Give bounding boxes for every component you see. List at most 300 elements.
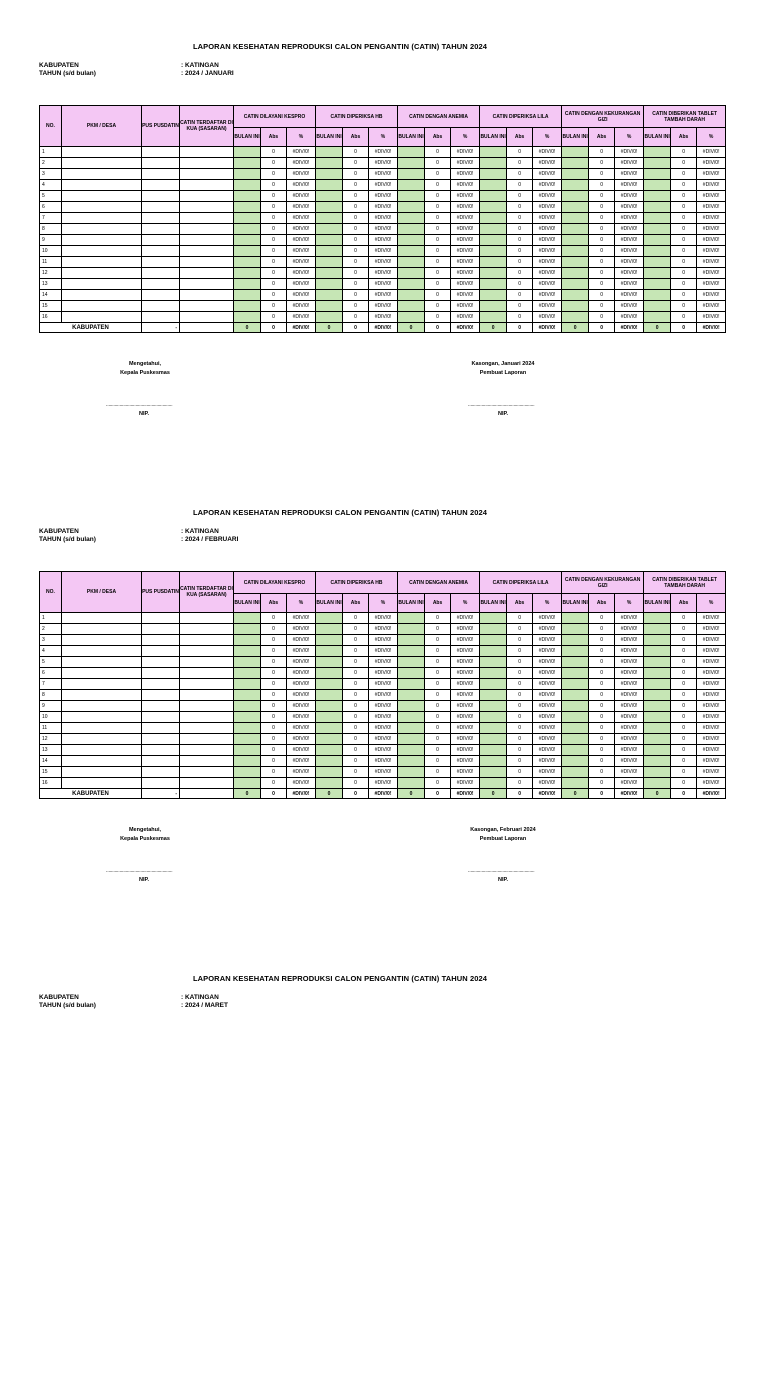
pct-cell: #DIV/0! [451,290,480,301]
bulan-ini-cell [644,778,671,789]
abs-cell: 0 [261,290,287,301]
pct-cell: #DIV/0! [451,224,480,235]
bulan-ini-cell [562,624,589,635]
abs-cell: 0 [507,646,533,657]
pus-cell [142,646,180,657]
table-row [40,668,726,679]
abs-cell: 0 [343,246,369,257]
pct-cell: #DIV/0! [615,745,644,756]
pct-cell: #DIV/0! [615,767,644,778]
catin-cell [180,147,234,158]
nip-left: NIP. [139,877,149,883]
pct-cell: #DIV/0! [615,279,644,290]
bulan-ini-cell [562,690,589,701]
catin-cell [180,312,234,323]
pus-cell [142,224,180,235]
pct-cell: #DIV/0! [287,778,316,789]
abs-cell: 0 [589,679,615,690]
abs-cell: 0 [425,312,451,323]
nip-right: NIP. [498,411,508,417]
bulan-ini-cell [398,268,425,279]
bulan-ini-cell [234,635,261,646]
bulan-ini-cell [316,756,343,767]
abs-cell: 0 [671,756,697,767]
catin-cell [180,191,234,202]
pct-cell: #DIV/0! [369,635,398,646]
total-abs: 0 [671,323,697,333]
row-number: 8 [40,224,62,235]
abs-cell: 0 [425,279,451,290]
group-header: CATIN DILAYANI KESPRO [234,572,316,594]
abs-cell: 0 [507,169,533,180]
pus-cell [142,202,180,213]
group-header: CATIN DIBERIKAN TABLET TAMBAH DARAH [644,572,726,594]
bulan-ini-cell [316,235,343,246]
pkm-cell [62,268,142,279]
abs-cell: 0 [425,169,451,180]
sig-kepala-puskesmas: Kepala Puskesmas [120,836,170,842]
total-pct: #DIV/0! [533,323,562,333]
bulan-ini-cell [562,169,589,180]
bulan-ini-cell [316,279,343,290]
abs-cell: 0 [343,778,369,789]
abs-cell: 0 [343,147,369,158]
row-number: 4 [40,180,62,191]
signature-line-right: ...................................................... [468,402,535,408]
pct-cell: #DIV/0! [697,312,726,323]
table-row [40,191,726,202]
row-number: 1 [40,613,62,624]
abs-cell: 0 [507,635,533,646]
pct-cell: #DIV/0! [697,257,726,268]
row-number: 7 [40,213,62,224]
sub-header: BULAN INI [480,594,507,613]
catin-cell [180,613,234,624]
sub-header: % [369,128,398,147]
total-pct: #DIV/0! [451,323,480,333]
abs-cell: 0 [343,657,369,668]
bulan-ini-cell [234,668,261,679]
bulan-ini-cell [398,679,425,690]
abs-cell: 0 [671,624,697,635]
pct-cell: #DIV/0! [615,690,644,701]
bulan-ini-cell [234,180,261,191]
total-abs: 0 [261,323,287,333]
table-row [40,712,726,723]
pct-cell: #DIV/0! [451,268,480,279]
sig-place-date: Kasongan, Januari 2024 [471,361,535,367]
pct-cell: #DIV/0! [533,701,562,712]
pkm-cell [62,635,142,646]
bulan-ini-cell [398,624,425,635]
catin-cell [180,202,234,213]
pct-cell: #DIV/0! [287,624,316,635]
bulan-ini-cell [480,257,507,268]
abs-cell: 0 [425,213,451,224]
abs-cell: 0 [589,723,615,734]
abs-cell: 0 [671,712,697,723]
table-row [40,235,726,246]
pct-cell: #DIV/0! [287,756,316,767]
total-pct: #DIV/0! [697,789,726,799]
pct-cell: #DIV/0! [287,213,316,224]
abs-cell: 0 [589,690,615,701]
bulan-ini-cell [644,756,671,767]
total-pct: #DIV/0! [451,789,480,799]
pct-cell: #DIV/0! [369,257,398,268]
abs-cell: 0 [671,235,697,246]
pkm-cell [62,246,142,257]
pus-cell [142,635,180,646]
pct-cell: #DIV/0! [697,646,726,657]
catin-cell [180,734,234,745]
abs-cell: 0 [343,734,369,745]
bulan-ini-cell [398,213,425,224]
pus-cell [142,723,180,734]
abs-cell: 0 [671,745,697,756]
bulan-ini-cell [398,723,425,734]
bulan-ini-cell [480,213,507,224]
table-row [40,147,726,158]
report-title: LAPORAN KESEHATAN REPRODUKSI CALON PENGANTIN (CATIN) TAHUN 2024 [192,42,488,51]
pct-cell: #DIV/0! [615,290,644,301]
row-number: 12 [40,734,62,745]
pct-cell: #DIV/0! [697,745,726,756]
group-header: CATIN DIPERIKSA LILA [480,106,562,128]
row-number: 13 [40,745,62,756]
pct-cell: #DIV/0! [287,180,316,191]
bulan-ini-cell [562,646,589,657]
bulan-ini-cell [562,268,589,279]
sub-header: % [287,128,316,147]
pus-cell [142,712,180,723]
abs-cell: 0 [343,690,369,701]
abs-cell: 0 [343,301,369,312]
sub-header: % [697,128,726,147]
catin-terdaftar-header: CATIN TERDAFTAR DI KUA (SASARAN) [180,572,234,613]
abs-cell: 0 [343,723,369,734]
pct-cell: #DIV/0! [533,158,562,169]
pct-cell: #DIV/0! [369,767,398,778]
abs-cell: 0 [261,613,287,624]
sub-header: % [615,594,644,613]
sub-header: % [451,128,480,147]
abs-cell: 0 [589,301,615,312]
bulan-ini-cell [316,668,343,679]
pct-cell: #DIV/0! [697,290,726,301]
bulan-ini-cell [644,701,671,712]
pct-cell: #DIV/0! [697,279,726,290]
bulan-ini-cell [480,613,507,624]
pus-cell [142,701,180,712]
table-row [40,679,726,690]
bulan-ini-cell [316,679,343,690]
abs-cell: 0 [671,657,697,668]
abs-cell: 0 [507,723,533,734]
table-row [40,279,726,290]
bulan-ini-cell [398,158,425,169]
pct-cell: #DIV/0! [369,312,398,323]
pct-cell: #DIV/0! [451,158,480,169]
pkm-cell [62,290,142,301]
abs-cell: 0 [671,679,697,690]
sig-mengetahui: Mengetahui, [128,361,162,367]
bulan-ini-cell [398,646,425,657]
row-number: 8 [40,690,62,701]
pct-cell: #DIV/0! [697,180,726,191]
pct-cell: #DIV/0! [533,301,562,312]
bulan-ini-cell [398,778,425,789]
bulan-ini-cell [562,679,589,690]
pct-cell: #DIV/0! [533,268,562,279]
catin-cell [180,756,234,767]
total-bulan-ini: 0 [562,789,589,799]
pct-cell: #DIV/0! [451,679,480,690]
row-number: 10 [40,246,62,257]
no-header: NO. [40,572,62,613]
abs-cell: 0 [425,701,451,712]
pct-cell: #DIV/0! [615,778,644,789]
bulan-ini-cell [644,745,671,756]
bulan-ini-cell [316,613,343,624]
pct-cell: #DIV/0! [287,767,316,778]
pkm-cell [62,778,142,789]
bulan-ini-cell [562,235,589,246]
abs-cell: 0 [425,257,451,268]
abs-cell: 0 [261,635,287,646]
pct-cell: #DIV/0! [451,690,480,701]
row-number: 7 [40,679,62,690]
bulan-ini-cell [644,657,671,668]
abs-cell: 0 [425,745,451,756]
pct-cell: #DIV/0! [615,301,644,312]
abs-cell: 0 [343,767,369,778]
bulan-ini-cell [644,235,671,246]
bulan-ini-cell [316,202,343,213]
row-number: 4 [40,646,62,657]
abs-cell: 0 [589,246,615,257]
abs-cell: 0 [671,169,697,180]
abs-cell: 0 [507,158,533,169]
abs-cell: 0 [425,301,451,312]
pct-cell: #DIV/0! [369,745,398,756]
abs-cell: 0 [671,202,697,213]
abs-cell: 0 [425,668,451,679]
pct-cell: #DIV/0! [697,635,726,646]
bulan-ini-cell [480,301,507,312]
abs-cell: 0 [343,668,369,679]
total-abs: 0 [507,789,533,799]
pus-cell [142,756,180,767]
total-abs: 0 [589,323,615,333]
pct-cell: #DIV/0! [697,301,726,312]
pct-cell: #DIV/0! [287,191,316,202]
pkm-cell [62,734,142,745]
table-row [40,756,726,767]
bulan-ini-cell [644,301,671,312]
sub-header: BULAN INI [480,128,507,147]
pus-cell [142,180,180,191]
abs-cell: 0 [425,690,451,701]
bulan-ini-cell [316,690,343,701]
bulan-ini-cell [234,191,261,202]
pct-cell: #DIV/0! [451,635,480,646]
table-row [40,257,726,268]
bulan-ini-cell [234,646,261,657]
sub-header: Abs [261,594,287,613]
bulan-ini-cell [398,202,425,213]
bulan-ini-cell [480,624,507,635]
abs-cell: 0 [671,778,697,789]
abs-cell: 0 [425,268,451,279]
sub-header: BULAN INI [562,594,589,613]
pkm-cell [62,180,142,191]
sub-header: Abs [507,128,533,147]
table-row [40,158,726,169]
abs-cell: 0 [425,712,451,723]
pct-cell: #DIV/0! [287,246,316,257]
sub-header: Abs [343,128,369,147]
pct-cell: #DIV/0! [451,301,480,312]
bulan-ini-cell [234,613,261,624]
pct-cell: #DIV/0! [615,613,644,624]
abs-cell: 0 [507,235,533,246]
row-number: 1 [40,147,62,158]
bulan-ini-cell [398,668,425,679]
catin-cell [180,712,234,723]
catin-cell [180,268,234,279]
pkm-cell [62,301,142,312]
pct-cell: #DIV/0! [287,635,316,646]
abs-cell: 0 [261,202,287,213]
row-number: 2 [40,624,62,635]
total-row [40,323,726,333]
bulan-ini-cell [480,635,507,646]
abs-cell: 0 [425,158,451,169]
abs-cell: 0 [507,224,533,235]
abs-cell: 0 [343,169,369,180]
pct-cell: #DIV/0! [533,235,562,246]
abs-cell: 0 [507,268,533,279]
bulan-ini-cell [234,279,261,290]
abs-cell: 0 [671,301,697,312]
abs-cell: 0 [343,213,369,224]
bulan-ini-cell [398,712,425,723]
kabupaten-label: KABUPATEN [39,528,79,535]
pct-cell: #DIV/0! [451,701,480,712]
sub-header: % [615,128,644,147]
row-number: 12 [40,268,62,279]
pct-cell: #DIV/0! [615,235,644,246]
abs-cell: 0 [671,268,697,279]
abs-cell: 0 [507,690,533,701]
sub-header: % [369,594,398,613]
total-pus: - [142,323,180,333]
abs-cell: 0 [261,235,287,246]
sig-pembuat-laporan: Pembuat Laporan [479,836,527,842]
total-pct: #DIV/0! [369,789,398,799]
abs-cell: 0 [261,257,287,268]
report-title: LAPORAN KESEHATAN REPRODUKSI CALON PENGANTIN (CATIN) TAHUN 2024 [192,508,488,517]
total-bulan-ini: 0 [398,789,425,799]
pct-cell: #DIV/0! [451,312,480,323]
pus-cell [142,158,180,169]
sub-header: BULAN INI [644,594,671,613]
abs-cell: 0 [507,657,533,668]
pct-cell: #DIV/0! [615,158,644,169]
abs-cell: 0 [425,767,451,778]
pct-cell: #DIV/0! [615,712,644,723]
abs-cell: 0 [343,191,369,202]
pus-cell [142,235,180,246]
pct-cell: #DIV/0! [451,257,480,268]
abs-cell: 0 [507,180,533,191]
abs-cell: 0 [261,723,287,734]
abs-cell: 0 [261,213,287,224]
bulan-ini-cell [644,767,671,778]
pkm-cell [62,224,142,235]
total-bulan-ini: 0 [562,323,589,333]
bulan-ini-cell [644,147,671,158]
bulan-ini-cell [398,745,425,756]
table-row [40,723,726,734]
bulan-ini-cell [480,679,507,690]
row-number: 9 [40,235,62,246]
total-abs: 0 [671,789,697,799]
report-section [0,0,768,466]
tahun-value: : 2024 / MARET [181,1002,228,1009]
table-row [40,646,726,657]
abs-cell: 0 [425,646,451,657]
pct-cell: #DIV/0! [369,690,398,701]
bulan-ini-cell [644,613,671,624]
abs-cell: 0 [589,279,615,290]
abs-cell: 0 [261,169,287,180]
report-table [39,571,726,799]
sig-place-date: Kasongan, Februari 2024 [470,827,536,833]
bulan-ini-cell [480,224,507,235]
pct-cell: #DIV/0! [369,712,398,723]
pct-cell: #DIV/0! [369,158,398,169]
abs-cell: 0 [671,191,697,202]
sub-header: Abs [425,128,451,147]
bulan-ini-cell [644,712,671,723]
abs-cell: 0 [507,191,533,202]
pkm-cell [62,312,142,323]
sub-header: Abs [343,594,369,613]
abs-cell: 0 [261,679,287,690]
bulan-ini-cell [480,745,507,756]
abs-cell: 0 [261,279,287,290]
total-pct: #DIV/0! [533,789,562,799]
sig-pembuat-laporan: Pembuat Laporan [479,370,527,376]
pkm-cell [62,202,142,213]
row-number: 5 [40,191,62,202]
total-catin [180,323,234,333]
catin-cell [180,279,234,290]
sub-header: Abs [425,594,451,613]
bulan-ini-cell [480,690,507,701]
abs-cell: 0 [425,224,451,235]
pct-cell: #DIV/0! [369,213,398,224]
pkm-cell [62,723,142,734]
pct-cell: #DIV/0! [451,213,480,224]
pct-cell: #DIV/0! [369,778,398,789]
pct-cell: #DIV/0! [287,613,316,624]
table-row [40,312,726,323]
pus-cell [142,268,180,279]
bulan-ini-cell [234,767,261,778]
